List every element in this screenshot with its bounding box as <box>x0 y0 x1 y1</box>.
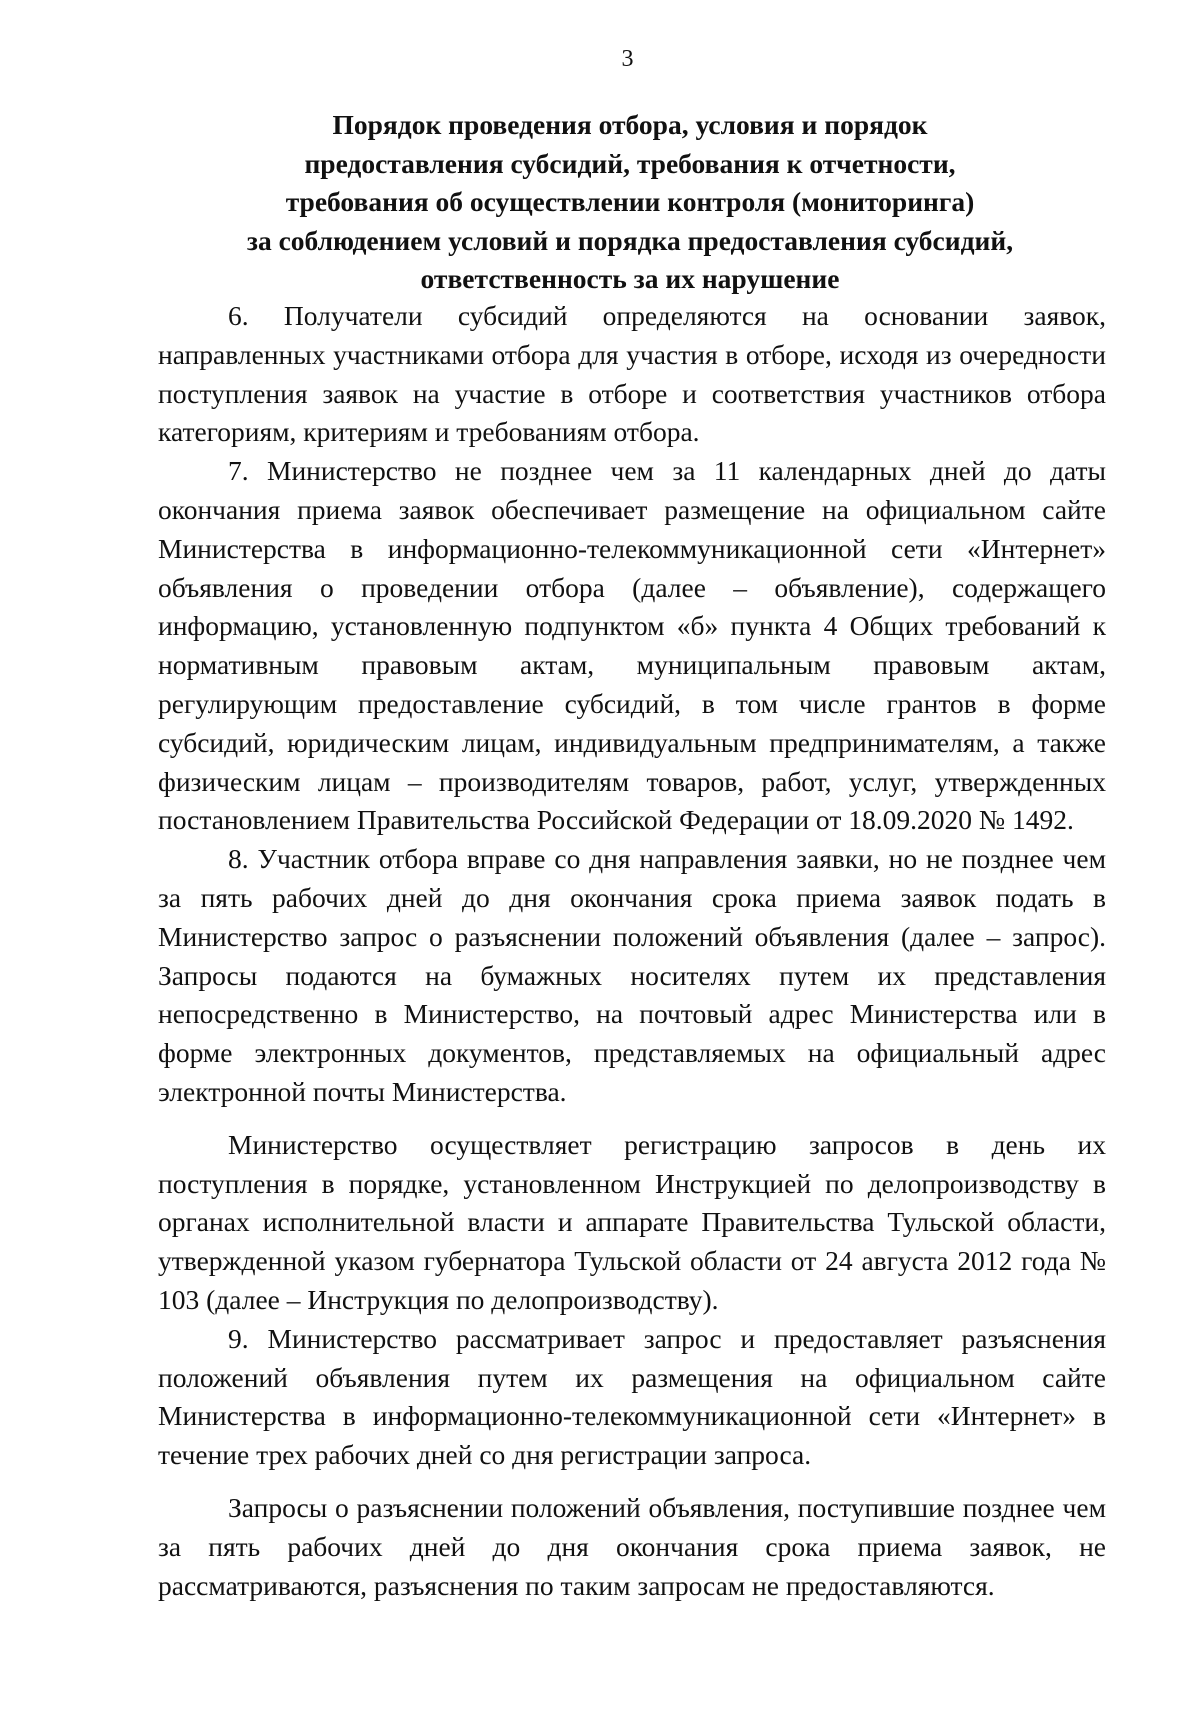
page-number: 3 <box>621 46 634 72</box>
section-title-line: Порядок проведения отбора, условия и порядок <box>332 109 928 140</box>
paragraph-7: 7. Министерство не позднее чем за 11 календарных дней до даты окончания приема заявок обеспечивает размещение на официальном сайте Министерства в информационно-телекоммуникационной сети «Интернет» объявления о проведении отбора (далее – объявление), содержащего информацию, установленную подпунктом «б» пункта 4 Общих требований к нормативным правовым актам, муниципальным правовым актам, регулирующим предоставление субсидий, в том числе грантов в форме субсидий, юридическим лицам, индивидуальным предпринимателям, а также физическим лицам – производителям товаров, работ, услуг, утвержденных постановлением Правительства Российской Федерации от 18.09.2020 № 1492. <box>158 455 1106 836</box>
paragraph-9: 9. Министерство рассматривает запрос и предоставляет разъяснения положений объявления путем их размещения на официальном сайте Министерства в информационно-телекоммуникационной сети «Интернет» в течение трех рабочих дней со дня регистрации запроса. <box>158 1322 1106 1471</box>
section-title-line: за соблюдением условий и порядка предоставления субсидий, <box>246 224 1014 256</box>
paragraph-9-late-requests: Запросы о разъяснении положений объявления, поступившие позднее чем за пять рабочих дней до дня окончания срока приема заявок, не рассматриваются, разъяснения по таким запросам не предоставляются. <box>158 1491 1106 1601</box>
paragraph-6: 6. Получатели субсидий определяются на основании заявок, направленных участниками отбора для участия в отборе, исходя из очередности поступления заявок на участие в отборе и соответствия участников отбора категориям, критериям и требованиям отбора. <box>158 300 1106 448</box>
section-title-line: ответственность за их нарушение <box>420 263 840 294</box>
section-title-line: предоставления субсидий, требования к отчетности, <box>304 147 956 179</box>
paragraph-8-registration: Министерство осуществляет регистрацию запросов в день их поступления в порядке, установленном Инструкцией по делопроизводству в органах исполнительной власти и аппарате Правительства Тульской области, утвержденной указом губернатора Тульской области от 24 августа 2012 года № 103 (далее – Инструкция по делопроизводству). <box>158 1128 1106 1315</box>
section-title <box>160 106 1100 299</box>
section-title-line: требования об осуществлении контроля (мониторинга) <box>285 186 975 217</box>
body-text <box>158 297 1106 1605</box>
paragraph-8: 8. Участник отбора вправе со дня направления заявки, но не позднее чем за пять рабочих дней до дня окончания срока приема заявок подать в Министерство запрос о разъяснении положений объявления (далее – запрос). Запросы подаются на бумажных носителях путем их представления непосредственно в Министерство, на почтовый адрес Министерства или в форме электронных документов, представляемых на официальный адрес электронной почты Министерства. <box>158 843 1106 1107</box>
